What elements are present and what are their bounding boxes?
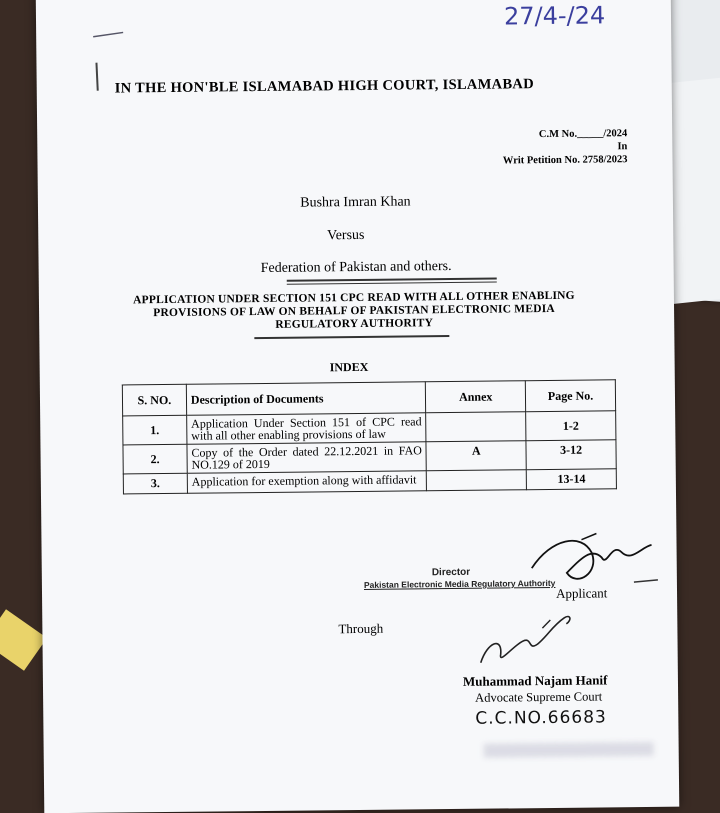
case-reference — [467, 127, 627, 168]
advocate-title: Advocate Supreme Court — [475, 689, 603, 705]
row-sno: 2. — [123, 444, 187, 474]
application-title-line: APPLICATION UNDER SECTION 151 CPC READ WITH ALL OTHER ENABLING — [133, 289, 575, 307]
row-sno: 1. — [123, 415, 187, 445]
application-title — [119, 290, 589, 334]
title-underline — [254, 335, 449, 339]
advocate-signature — [472, 606, 583, 671]
writ-petition-number: Writ Petition No. 2758/2023 — [502, 154, 628, 167]
row-description: Application for exemption along with affidavit — [187, 471, 427, 494]
in-text: In — [617, 141, 628, 153]
document-page — [36, 0, 680, 813]
petitioner-name: Bushra Imran Khan — [300, 194, 411, 211]
row-pages: 13-14 — [526, 469, 616, 490]
row-annex — [426, 412, 526, 442]
blurred-text — [484, 742, 654, 758]
row-pages: 1-2 — [526, 411, 616, 441]
divider-rule-2 — [287, 282, 497, 285]
application-title-line: PROVISIONS OF LAW ON BEHALF OF PAKISTAN ELECTRONIC MEDIA — [153, 302, 555, 320]
applicant-label: Applicant — [555, 585, 608, 601]
application-title-line: REGULATORY AUTHORITY — [275, 317, 434, 331]
row-pages: 3-12 — [526, 440, 616, 470]
table-header-row — [122, 380, 615, 416]
index-heading: INDEX — [329, 359, 369, 375]
cm-number: C.M No._____/2024 — [538, 128, 628, 141]
stamp-title: Director — [431, 566, 471, 579]
advocate-name: Muhammad Najam Hanif — [462, 672, 608, 689]
stamp-organization: Pakistan Electronic Media Regulatory Authority — [363, 577, 556, 590]
dash-mark — [632, 577, 662, 587]
index-table — [122, 379, 617, 494]
header-description: Description of Documents — [186, 382, 426, 416]
header-page-no: Page No. — [525, 380, 615, 412]
row-annex: A — [426, 441, 526, 471]
header-annex: Annex — [426, 381, 526, 413]
yellow-tab — [0, 609, 47, 670]
handwritten-date: 27/4-/24 — [503, 1, 606, 31]
row-sno: 3. — [123, 473, 187, 494]
through-label: Through — [338, 620, 384, 637]
court-heading: IN THE HON'BLE ISLAMABAD HIGH COURT, ISLAMABAD — [114, 76, 535, 97]
versus-text: Versus — [327, 227, 365, 244]
respondent-name: Federation of Pakistan and others. — [260, 259, 452, 277]
row-annex — [427, 470, 527, 491]
row-description: Application Under Section 151 of CPC read with all other enabling provisions of law — [187, 413, 427, 445]
table-row — [123, 469, 616, 494]
cc-number: C.C.NO.66683 — [475, 707, 607, 729]
header-sno: S. NO. — [122, 384, 186, 416]
row-description: Copy of the Order dated 22.12.2021 in FAO NO.129 of 2019 — [187, 442, 427, 474]
